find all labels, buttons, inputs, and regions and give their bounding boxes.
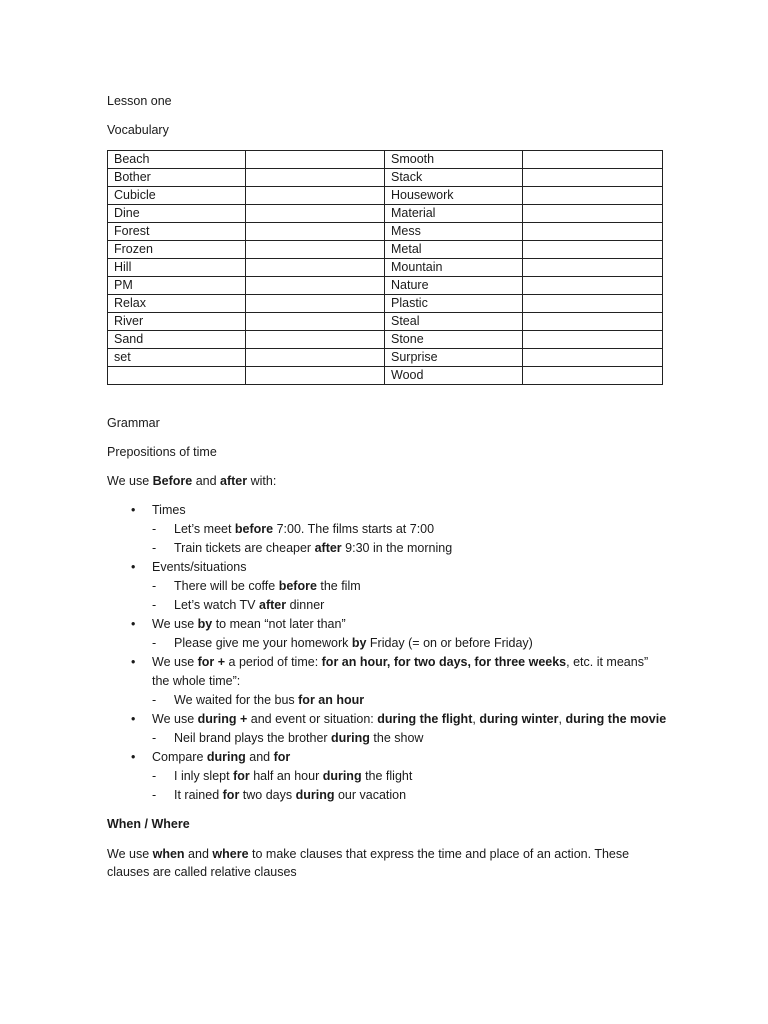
vocab-cell: Bother (108, 169, 246, 187)
vocab-row (108, 277, 663, 295)
vocab-cell: Housework (385, 187, 523, 205)
bullet-marker: • (131, 560, 136, 574)
for-example: We waited for the bus for an hour (174, 693, 365, 707)
events-example-1: There will be coffe before the film (174, 579, 361, 593)
events-example-2: Let’s watch TV after dinner (174, 598, 325, 612)
vocab-row (108, 367, 663, 385)
vocab-row (108, 331, 663, 349)
vocab-cell (523, 223, 663, 241)
vocab-cell: Forest (108, 223, 246, 241)
bullet-marker: • (131, 712, 136, 726)
vocab-row (108, 205, 663, 223)
vocab-row (108, 259, 663, 277)
vocab-cell: Cubicle (108, 187, 246, 205)
bullet-for-line-2: the whole time”: (152, 674, 241, 688)
dash-marker: - (152, 731, 157, 745)
during-example: Neil brand plays the brother during the show (174, 731, 424, 745)
vocab-row (108, 313, 663, 331)
when-where-line-2: clauses are called relative clauses (107, 865, 297, 879)
bullet-by: We use by to mean “not later than” (152, 617, 346, 631)
vocab-cell (523, 169, 663, 187)
compare-example-2: It rained for two days during our vacation (174, 788, 407, 802)
dash-marker: - (152, 579, 157, 593)
vocab-cell: Beach (108, 151, 246, 169)
compare-example-1: I inly slept for half an hour during the flight (174, 769, 413, 783)
vocab-cell: Mess (385, 223, 523, 241)
bullet-compare: Compare during and for (152, 750, 291, 764)
vocab-cell (246, 241, 385, 259)
times-example-1: Let’s meet before 7:00. The films starts at 7:00 (174, 522, 435, 536)
vocab-cell (246, 295, 385, 313)
vocab-cell: Frozen (108, 241, 246, 259)
vocab-cell (246, 223, 385, 241)
vocab-cell (246, 349, 385, 367)
dash-marker: - (152, 541, 157, 555)
vocab-cell (246, 205, 385, 223)
vocab-cell (523, 277, 663, 295)
vocab-cell: Mountain (385, 259, 523, 277)
vocab-cell: Dine (108, 205, 246, 223)
vocab-cell: Surprise (385, 349, 523, 367)
prepositions-heading: Prepositions of time (107, 445, 217, 459)
by-example: Please give me your homework by Friday (= on or before Friday) (174, 636, 533, 650)
vocab-cell (523, 241, 663, 259)
vocab-cell: PM (108, 277, 246, 295)
bullet-marker: • (131, 617, 136, 631)
vocab-cell: Smooth (385, 151, 523, 169)
vocab-row (108, 187, 663, 205)
vocab-cell: Stone (385, 331, 523, 349)
when-where-line-1: We use when and where to make clauses that express the time and place of an action. These (107, 847, 630, 861)
vocab-row (108, 169, 663, 187)
vocab-cell (246, 367, 385, 385)
vocab-cell (246, 259, 385, 277)
vocab-cell (523, 367, 663, 385)
vocabulary-heading: Vocabulary (107, 123, 169, 137)
dash-marker: - (152, 788, 157, 802)
vocab-cell: River (108, 313, 246, 331)
bullet-marker: • (131, 503, 136, 517)
vocab-row (108, 223, 663, 241)
times-example-2: Train tickets are cheaper after 9:30 in the morning (174, 541, 453, 555)
vocab-cell (246, 277, 385, 295)
dash-marker: - (152, 598, 157, 612)
intro-line: We use Before and after with: (107, 474, 277, 488)
vocab-cell (523, 151, 663, 169)
vocab-cell (523, 331, 663, 349)
vocab-row (108, 295, 663, 313)
vocab-cell (523, 349, 663, 367)
bullet-during: We use during + and event or situation: during the flight, during winter, during the movie (152, 712, 667, 726)
vocab-cell: Nature (385, 277, 523, 295)
vocab-cell: Metal (385, 241, 523, 259)
vocab-cell: Sand (108, 331, 246, 349)
vocab-cell: set (108, 349, 246, 367)
dash-marker: - (152, 636, 157, 650)
vocab-cell (523, 295, 663, 313)
vocab-cell: Wood (385, 367, 523, 385)
vocab-row (108, 349, 663, 367)
vocab-cell (523, 313, 663, 331)
vocab-cell: Plastic (385, 295, 523, 313)
dash-marker: - (152, 522, 157, 536)
when-where-heading: When / Where (107, 817, 190, 831)
vocab-cell: Stack (385, 169, 523, 187)
bullet-times: Times (152, 503, 186, 517)
lesson-title: Lesson one (107, 94, 172, 108)
vocab-cell: Hill (108, 259, 246, 277)
vocab-cell (523, 187, 663, 205)
vocab-cell: Material (385, 205, 523, 223)
vocab-cell (246, 187, 385, 205)
dash-marker: - (152, 693, 157, 707)
vocab-cell: Relax (108, 295, 246, 313)
dash-marker: - (152, 769, 157, 783)
vocab-cell (523, 205, 663, 223)
bullet-marker: • (131, 750, 136, 764)
vocab-cell (108, 367, 246, 385)
vocab-cell (246, 169, 385, 187)
vocab-cell: Steal (385, 313, 523, 331)
vocab-cell (246, 151, 385, 169)
bullet-marker: • (131, 655, 136, 669)
grammar-heading: Grammar (107, 416, 160, 430)
vocab-cell (246, 313, 385, 331)
vocab-row (108, 241, 663, 259)
bullet-events: Events/situations (152, 560, 247, 574)
vocabulary-table (107, 150, 663, 385)
vocab-cell (523, 259, 663, 277)
vocab-cell (246, 331, 385, 349)
bullet-for-line-1: We use for + a period of time: for an hour, for two days, for three weeks, etc. it means” (152, 655, 649, 669)
vocab-row (108, 151, 663, 169)
